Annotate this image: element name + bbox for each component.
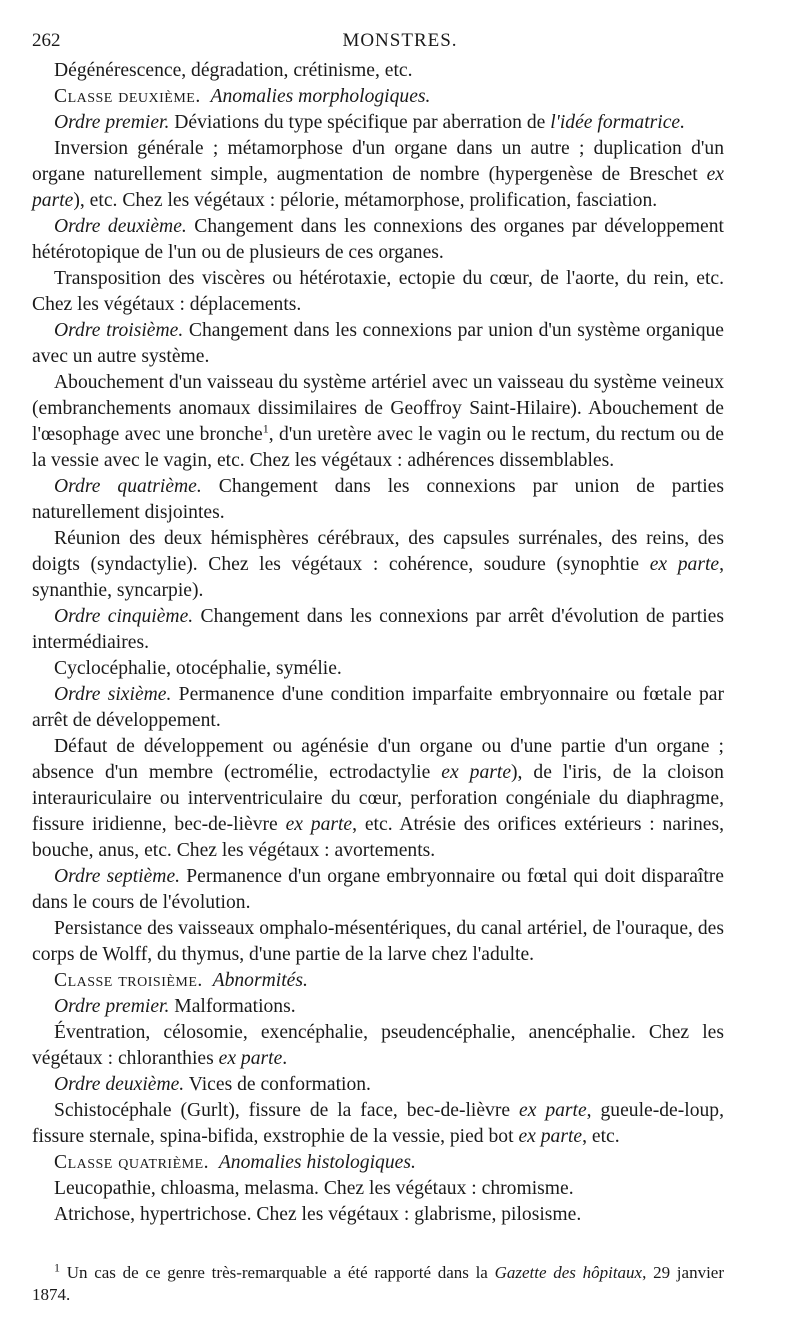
class-heading	[32, 968, 724, 994]
order-heading: Ordre septième. Permanence d'un organe embryonnaire ou fœtal qui doit disparaître dans le cours de l'évolution.	[32, 866, 724, 913]
order-heading: Ordre deuxième. Changement dans les connexions des organes par développement hétérotopique de l'un ou de plusieurs de ces organes.	[32, 216, 724, 263]
paragraph: Inversion générale ; métamorphose d'un organe dans un autre ; duplication d'un organe naturellement simple, augmentation de nombre (hypergenèse de Breschet ex parte), etc. Chez les végétaux : pélorie, métamorphose, prolification, fasciation.	[32, 138, 724, 211]
class-heading	[32, 84, 724, 110]
order-label: Ordre septième.	[54, 866, 181, 887]
paragraph: Dégénérescence, dégradation, crétinisme, etc.	[54, 60, 413, 81]
paragraph: Défaut de développement ou agénésie d'un organe ou d'une partie d'un organe ; absence d'un membre (ectromélie, ectrodactylie ex parte), de l'iris, de la cloison interauriculaire ou interventriculaire du cœur, perforation congéniale du diaphragme, fissure iridienne, bec-de-lièvre ex parte, etc. Atrésie des orifices extérieurs : narines, bouche, anus, etc. Chez les végétaux : avortements.	[32, 736, 725, 861]
order-label: Ordre premier.	[54, 996, 170, 1017]
class-label: Classe quatrième.	[54, 1152, 210, 1173]
order-heading: Ordre deuxième. Vices de conformation.	[54, 1074, 371, 1095]
order-label: Ordre sixième.	[54, 684, 172, 705]
paragraph: Abouchement d'un vaisseau du système artériel avec un vaisseau du système veineux (embranchements anomaux dissimilaires de Geoffroy Saint-Hilaire). Abouchement de l'œsophage avec une bronche$^1$, d'un uretère avec le vagin ou le rectum, du rectum ou de la vessie avec le vagin, etc. Chez les végétaux : adhérences dissemblables.	[32, 372, 724, 471]
running-header	[32, 30, 768, 56]
order-heading: Ordre premier. Déviations du type spécifique par aberration de l'idée formatrice.	[54, 112, 686, 133]
class-title: Abnormités.	[212, 970, 308, 991]
class-title: Anomalies morphologiques.	[210, 86, 431, 107]
order-label: Ordre deuxième.	[54, 1074, 185, 1095]
footnote: $^1$ Un cas de ce genre très-remarquable a été rapporté dans la Gazette des hôpitaux, 29 janvier 1874.	[32, 1260, 724, 1304]
paragraph: Réunion des deux hémisphères cérébraux, des capsules surrénales, des reins, des doigts (syndactylie). Chez les végétaux : cohérence, soudure (synophtie ex parte, synanthie, syncarpie).	[32, 528, 724, 601]
order-heading: Ordre sixième. Permanence d'une condition imparfaite embryonnaire ou fœtale par arrêt de développement.	[32, 684, 724, 731]
order-heading: Ordre cinquième. Changement dans les connexions par arrêt d'évolution de parties intermédiaires.	[32, 606, 724, 653]
order-label: Ordre premier.	[54, 112, 170, 133]
class-label: Classe troisième.	[54, 970, 203, 991]
paragraph: Atrichose, hypertrichose. Chez les végétaux : glabrisme, pilosisme.	[54, 1204, 582, 1225]
paragraph: Schistocéphale (Gurlt), fissure de la face, bec-de-lièvre ex parte, gueule-de-loup, fissure sternale, spina-bifida, exstrophie de la vessie, pied bot ex parte, etc.	[32, 1100, 724, 1147]
paragraph: Cyclocéphalie, otocéphalie, symélie.	[54, 658, 342, 679]
class-heading	[32, 1150, 724, 1176]
main-text	[32, 58, 724, 1228]
running-title: MONSTRES.	[342, 30, 458, 51]
paragraph: Transposition des viscères ou hétérotaxie, ectopie du cœur, de l'aorte, du rein, etc. Chez les végétaux : déplacements.	[32, 268, 724, 315]
order-heading: Ordre quatrième. Changement dans les connexions par union de parties naturellement disjointes.	[32, 476, 725, 523]
class-title: Anomalies histologiques.	[218, 1152, 416, 1173]
order-heading: Ordre premier. Malformations.	[54, 996, 296, 1017]
paragraph: Leucopathie, chloasma, melasma. Chez les végétaux : chromisme.	[54, 1178, 574, 1199]
page-number: 262	[32, 30, 61, 51]
paragraph: Persistance des vaisseaux omphalo-mésentériques, du canal artériel, de l'ouraque, des corps de Wolff, du thymus, d'une partie de la larve chez l'adulte.	[32, 918, 724, 965]
order-heading: Ordre troisième. Changement dans les connexions par union d'un système organique avec un autre système.	[32, 320, 724, 367]
footnote-mark: 1	[54, 1260, 60, 1275]
order-label: Ordre cinquième.	[54, 606, 194, 627]
paragraph: Éventration, célosomie, exencéphalie, pseudencéphalie, anencéphalie. Chez les végétaux : chloranthies ex parte.	[32, 1022, 724, 1069]
order-label: Ordre deuxième.	[54, 216, 187, 237]
footnote-ref: 1	[262, 421, 269, 436]
order-label: Ordre quatrième.	[54, 476, 202, 497]
order-label: Ordre troisième.	[54, 320, 184, 341]
class-label: Classe deuxième.	[54, 86, 201, 107]
